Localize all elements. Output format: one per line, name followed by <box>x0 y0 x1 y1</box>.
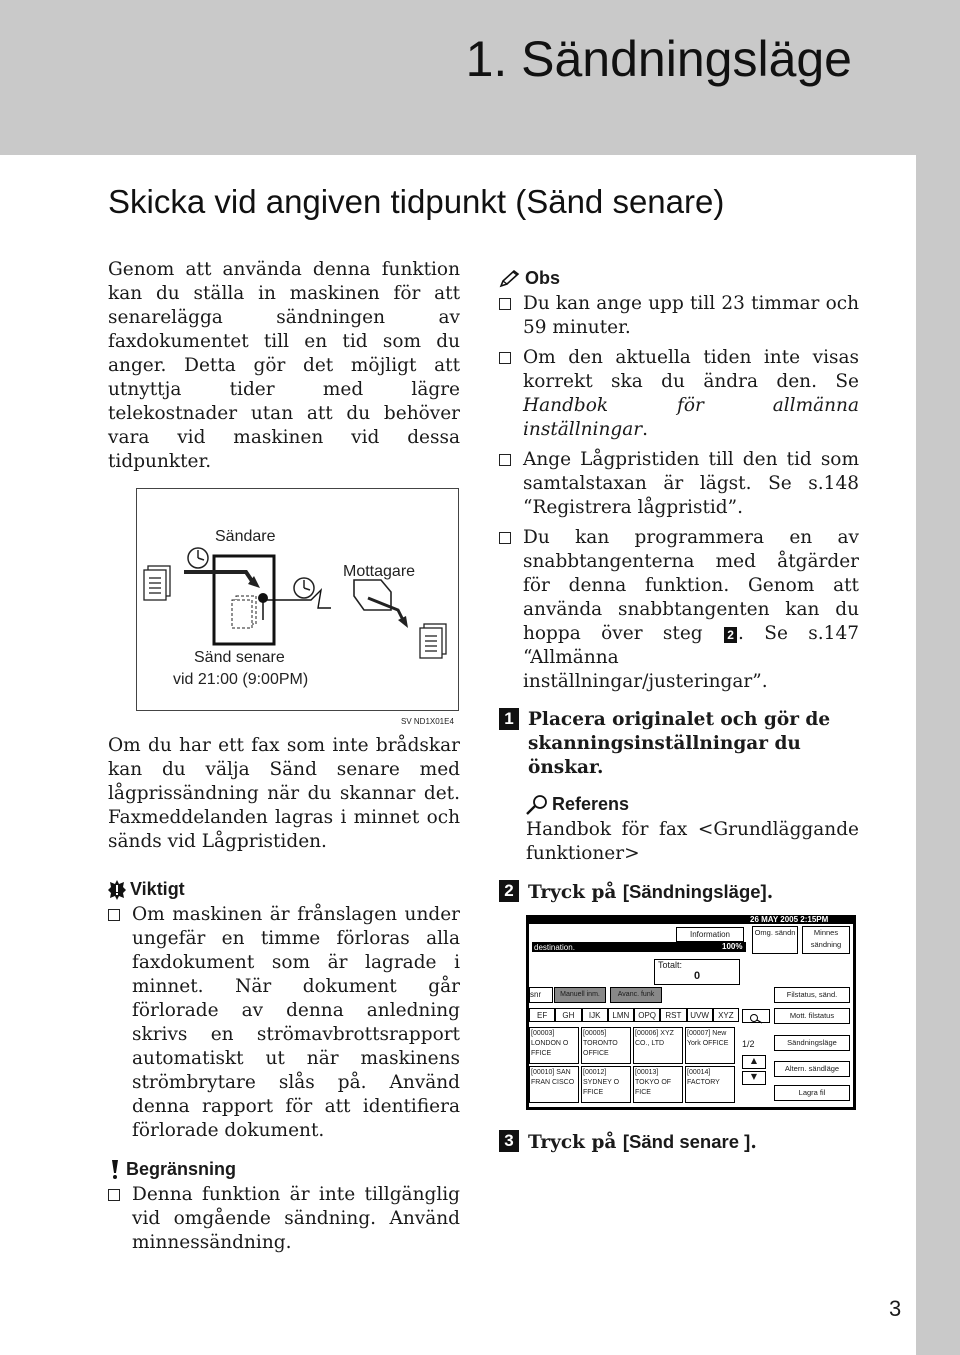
important-note <box>108 879 460 1143</box>
obs-title: Obs <box>525 268 561 288</box>
obs-text-3: Ange Lågpristiden till den tid som samtalstaxan är lägst. Se s.148 “Registrera lågpristid”. <box>523 449 859 518</box>
step-3 <box>499 1130 859 1155</box>
left-column <box>108 258 460 1261</box>
step-2 <box>499 880 859 905</box>
panel-destination: destination. <box>534 943 575 952</box>
checkbox-bullet-icon <box>108 1189 120 1201</box>
step-3-text: Tryck på [Sänd senare ]. <box>528 1131 757 1153</box>
source-document-icon <box>144 566 170 600</box>
exclamation-icon <box>108 1160 122 1180</box>
memory-send-button[interactable]: Minnes sändning <box>802 926 850 954</box>
manual-reference-link: Handbok för allmänna inställningar <box>523 395 859 440</box>
step-1 <box>499 708 859 780</box>
quick-dial-grid <box>529 1027 735 1103</box>
obs-heading <box>499 268 859 289</box>
checkbox-bullet-icon <box>499 532 511 544</box>
obs-note <box>499 268 859 694</box>
right-column <box>499 268 859 1155</box>
step-1-number: 1 <box>499 708 519 730</box>
tab-xyz[interactable]: XYZ <box>713 1008 739 1022</box>
page-indicator: 1/2 <box>742 1039 755 1049</box>
important-heading <box>108 879 460 900</box>
important-item <box>108 903 460 1143</box>
obs-item <box>499 448 859 520</box>
send-later-diagram <box>136 488 488 726</box>
chapter-title: 1. Sändningsläge <box>465 31 852 87</box>
fax-panel-screenshot <box>526 915 856 1110</box>
reference-heading <box>526 794 859 815</box>
stored-document-icon <box>232 596 256 628</box>
checkbox-bullet-icon <box>499 454 511 466</box>
page-side-band <box>916 155 960 1355</box>
store-file-button[interactable]: Lagra fil <box>774 1085 850 1101</box>
total-field: Totalt: 0 <box>654 959 740 985</box>
tabs-row <box>529 1008 739 1022</box>
step-2-number: 2 <box>499 880 519 902</box>
manual-entry-button[interactable]: Manuell inm. <box>554 987 606 1003</box>
intro-paragraph: Genom att använda denna funktion kan du ställa in maskinen för att senarelägga sändningen av faxdokumentet till en tid som du anger. Detta gör det möjligt att utnyttja tider med lägre telekostnader utan att du behöver vara vid maskinen vid dessa tidpunkter. <box>108 259 460 472</box>
tab-gh[interactable]: GH <box>555 1008 581 1022</box>
panel-memory-percent: 100% <box>722 942 743 951</box>
obs-text-2: Om den aktuella tiden inte visas korrekt ska du ändra den. Se Handbok för allmänna inställningar. <box>523 347 859 440</box>
tab-lmn[interactable]: LMN <box>608 1008 634 1022</box>
quick-dial-key[interactable]: [00005] TORONTO OFFICE <box>581 1027 631 1064</box>
important-icon <box>108 880 126 900</box>
limitation-item <box>108 1183 460 1255</box>
receive-file-status-button[interactable]: Mott. filstatus <box>774 1008 850 1024</box>
quick-dial-key[interactable]: [00014] FACTORY <box>685 1066 735 1103</box>
quick-dial-key[interactable]: [00003] LONDON O FFICE <box>529 1027 579 1064</box>
section-title: Skicka vid angiven tidpunkt (Sänd senare) <box>108 183 725 220</box>
obs-item <box>499 292 859 340</box>
reference-title: Referens <box>552 794 630 814</box>
limitation-heading <box>108 1159 460 1180</box>
quick-dial-key[interactable]: [00007] New York OFFICE <box>685 1027 735 1064</box>
scroll-up-icon[interactable]: ▲ <box>742 1055 766 1069</box>
send-later-label: Sänd senare <box>194 649 285 666</box>
file-status-send-button[interactable]: Filstatus, sänd. <box>774 987 850 1003</box>
magnifier-icon <box>526 795 548 815</box>
tab-ef[interactable]: EF <box>529 1008 555 1022</box>
checkbox-bullet-icon <box>499 298 511 310</box>
alternate-send-mode-button[interactable]: Altern. sändläge <box>774 1061 850 1077</box>
figure-code: SV ND1X01E4 <box>401 717 454 726</box>
checkbox-bullet-icon <box>499 352 511 364</box>
tab-uvw[interactable]: UVW <box>687 1008 713 1022</box>
obs-item <box>499 346 859 442</box>
received-document-icon <box>420 624 446 658</box>
clock-icon-sender <box>188 548 208 568</box>
send-mode-button[interactable]: Sändningsläge <box>774 1035 850 1051</box>
limitation-note <box>108 1159 460 1255</box>
quick-dial-key[interactable]: [00006] XYZ CO., LTD <box>633 1027 683 1064</box>
important-text: Om maskinen är frånslagen under ungefär en timme förloras alla faxdokument som är lagrade i minnet. När dokument går förlorade av denna anledning skrivs en strömavbrottsrapport automatiskt ut när maskinens strömbrytare slås på. Använd denna rapport för att identifiera förlorade dokument. <box>132 904 460 1141</box>
quick-dial-key[interactable]: [00012] SYDNEY O FFICE <box>581 1066 631 1103</box>
pencil-icon <box>499 270 521 288</box>
important-title: Viktigt <box>130 879 185 899</box>
snr-label: snr <box>529 987 553 1003</box>
paragraph-low-cost: Om du har ett fax som inte brådskar kan du välja Sänd senare med lågprissändning när du skannar det. Faxmeddelanden lagras i minnet och sänds vid Lågpristiden. <box>108 735 460 852</box>
step-2-badge: 2 <box>724 627 737 643</box>
step-2-text: Tryck på [Sändningsläge]. <box>528 881 774 903</box>
scroll-down-icon[interactable]: ▼ <box>742 1071 766 1085</box>
checkbox-bullet-icon <box>108 909 120 921</box>
send-mode-key: [Sändningsläge] <box>622 881 767 902</box>
page-number: 3 <box>889 1296 902 1321</box>
information-button[interactable]: Information <box>676 927 744 942</box>
limitation-title: Begränsning <box>126 1159 237 1179</box>
panel-date: 26 MAY 2005 2:15PM <box>750 915 829 924</box>
tab-rst[interactable]: RST <box>660 1008 686 1022</box>
quick-dial-key[interactable]: [00010] SAN FRAN CISCO <box>529 1066 579 1103</box>
limitation-text: Denna funktion är inte tillgänglig vid omgående sändning. Använd minnessändning. <box>132 1184 460 1253</box>
obs-item <box>499 526 859 694</box>
step-3-number: 3 <box>499 1130 519 1152</box>
reference-text: Handbok för fax <Grundläggande funktioner> <box>526 819 859 864</box>
reference-note <box>526 794 859 866</box>
send-later-key: [Sänd senare ] <box>622 1131 751 1152</box>
send-time-label: vid 21:00 (9:00PM) <box>173 671 309 688</box>
immediate-send-button[interactable]: Omg. sändn <box>752 926 798 954</box>
step-1-text: Placera originalet och gör de skanningsinställningar du önskar. <box>528 709 831 778</box>
search-icon[interactable] <box>742 1009 770 1023</box>
clock-icon-send <box>294 578 314 598</box>
tab-opq[interactable]: OPQ <box>634 1008 660 1022</box>
obs-text-1: Du kan ange upp till 23 timmar och 59 minuter. <box>523 293 859 338</box>
quick-dial-key[interactable]: [00013] TOKYO OF FICE <box>633 1066 683 1103</box>
advanced-features-button[interactable]: Avanc. funk <box>610 987 662 1003</box>
tab-ijk[interactable]: IJK <box>582 1008 608 1022</box>
obs-text-4: Du kan programmera en av snabbtangenterna med åtgärder för denna funktion. Genom att använda snabbtangenten kan du hoppa över steg 2 . Se s.147 “Allmänna inställningar/justeringar”. <box>523 527 859 692</box>
transmission-line <box>266 590 331 608</box>
sender-label: Sändare <box>215 528 276 545</box>
receiver-label: Mottagare <box>343 563 416 580</box>
